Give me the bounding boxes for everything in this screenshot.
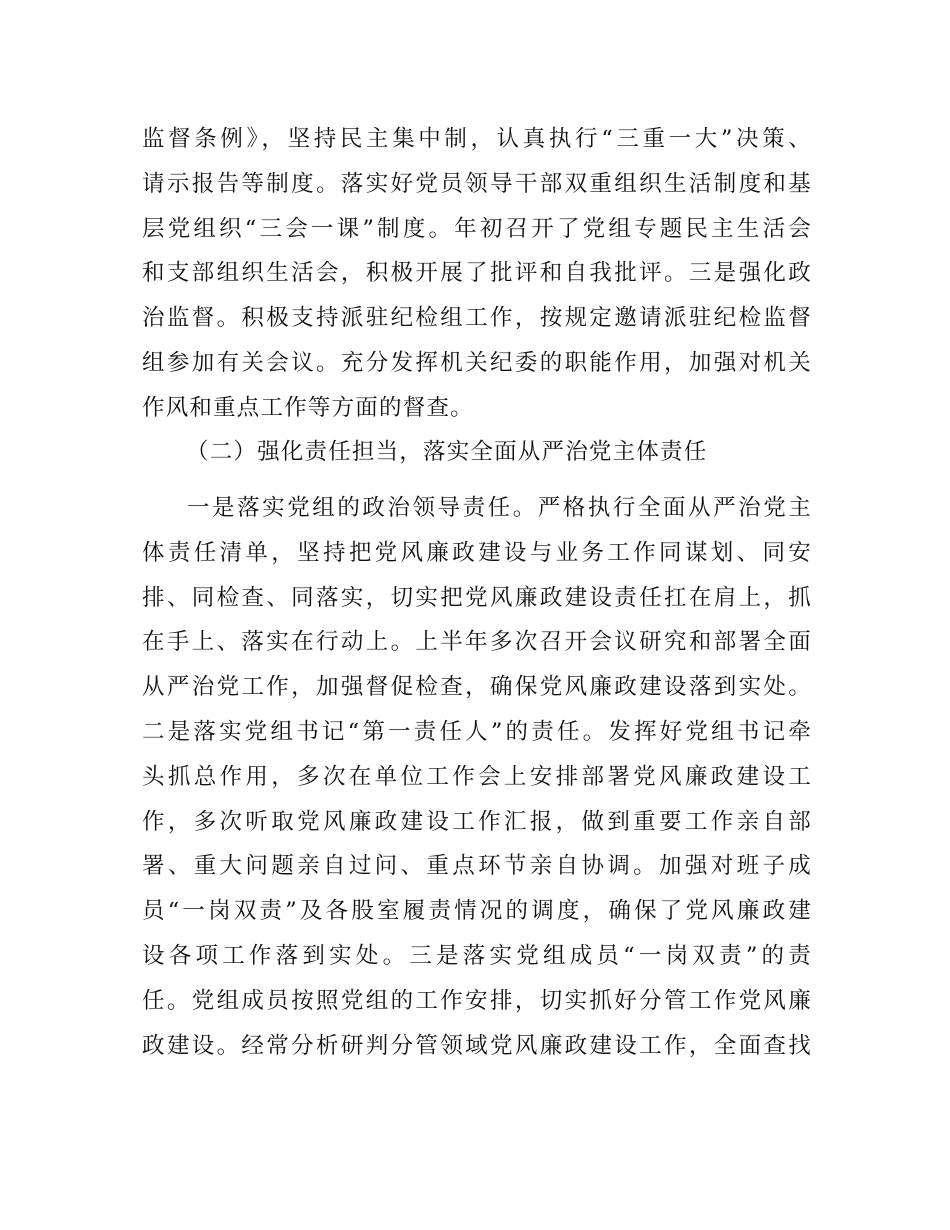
text-line: 设各项工作落到实处。三是落实党组成员“一岗双责”的责 [142,942,812,969]
text-line: 政建设。经常分析研判分管领域党风廉政建设工作，全面查找 [142,1032,812,1059]
text-line: 从严治党工作，加强督促检查，确保党风廉政建设落到实处。 [142,674,812,701]
text-line: 头抓总作用，多次在单位工作会上安排部署党风廉政建设工 [142,763,812,790]
text-line: 组参加有关会议。充分发挥机关纪委的职能作用，加强对机关 [142,349,812,376]
text-line: 作风和重点工作等方面的督查。 [142,394,474,421]
text-line: 体责任清单，坚持把党风廉政建设与业务工作同谋划、同安 [142,539,812,566]
text-line: 和支部组织生活会，积极开展了批评和自我批评。三是强化政 [142,260,812,287]
text-line: 作，多次听取党风廉政建设工作汇报，做到重要工作亲自部 [142,808,812,835]
text-line: 员“一岗双责”及各股室履责情况的调度，确保了党风廉政建 [142,898,812,925]
text-line: 监督条例》，坚持民主集中制，认真执行“三重一大”决策、 [142,126,812,152]
paragraph-continued [142,117,812,431]
text-line: 二是落实党组书记“第一责任人”的责任。发挥好党组书记牵 [142,718,812,745]
text-line: 任。党组成员按照党组的工作安排，切实抓好分管工作党风廉 [142,987,812,1014]
text-line: 治监督。积极支持派驻纪检组工作，按规定邀请派驻纪检监督 [142,305,812,332]
text-line: 层党组织“三会一课”制度。年初召开了党组专题民主生活会 [142,215,812,242]
text-line: 排、同检查、同落实，切实把党风廉政建设责任扛在肩上，抓 [142,584,812,611]
text-line: 一是落实党组的政治领导责任。严格执行全面从严治党主 [187,495,812,521]
text-line: 署、重大问题亲自过问、重点环节亲自协调。加强对班子成 [142,853,812,880]
paragraph-responsibility [142,486,812,1068]
text-line: 请示报告等制度。落实好党员领导干部双重组织生活制度和基 [142,170,812,197]
text-line: 在手上、落实在行动上。上半年多次召开会议研究和部署全面 [142,629,812,656]
section-heading: （二）强化责任担当，落实全面从严治党主体责任 [186,439,708,465]
